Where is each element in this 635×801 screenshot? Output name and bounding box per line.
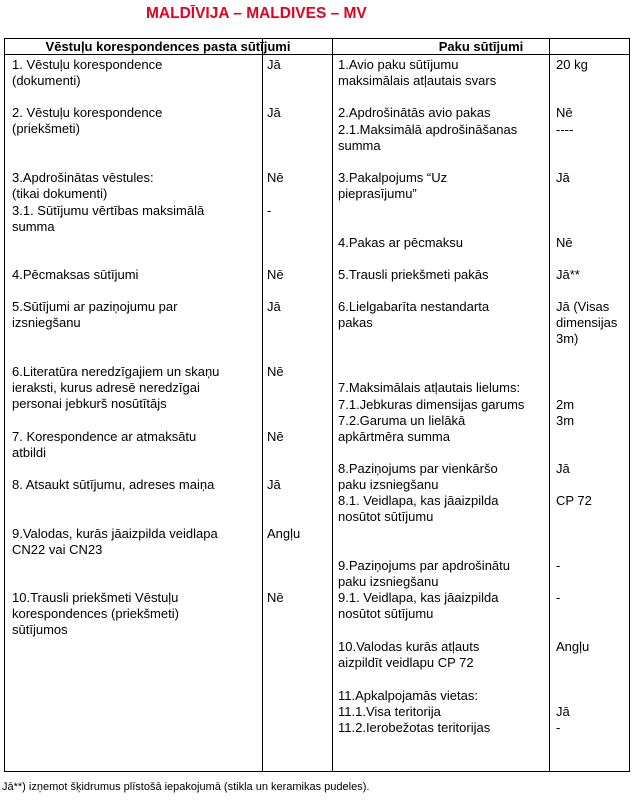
letter-item-label: 6.Literatūra neredzīgajiem un skaņu ieraksti, kurus adresē neredzīgai personai jebkurš nosūtītājs bbox=[12, 364, 220, 411]
letter-item-value: Nē bbox=[267, 429, 284, 444]
parcel-item-label: 2.Apdrošinātās avio pakas bbox=[338, 105, 491, 120]
letter-item-value: Angļu bbox=[267, 526, 301, 541]
parcel-item-label: 8.1. Veidlapa, kas jāaizpilda nosūtot sūtījumu bbox=[338, 493, 499, 524]
parcel-item-value: Jā bbox=[556, 704, 570, 719]
parcel-item-label: 1.Avio paku sūtījumu maksimālais atļautais svars bbox=[338, 57, 497, 88]
parcel-item-value: Jā bbox=[556, 170, 570, 185]
parcel-item-label: 8.Paziņojums par vienkāršo paku izsniegšanu bbox=[338, 461, 498, 492]
parcel-item-label: 7.Maksimālais atļautais lielums: bbox=[338, 380, 521, 395]
parcel-item-label: 9.Paziņojums par apdrošinātu paku izsniegšanu bbox=[338, 558, 510, 589]
letter-item-label: 3.1. Sūtījumu vērtības maksimālā summa bbox=[12, 203, 205, 234]
letter-item-label: 8. Atsaukt sūtījumu, adreses maiņa bbox=[12, 477, 215, 492]
parcel-item-value: CP 72 bbox=[556, 493, 592, 508]
parcel-item-value: Angļu bbox=[556, 639, 590, 654]
table-divider bbox=[262, 38, 263, 772]
letter-item-value: Nē bbox=[267, 590, 284, 605]
letter-item-value: Jā bbox=[267, 105, 281, 120]
parcel-item-label: 10.Valodas kurās atļauts aizpildīt veidlapu CP 72 bbox=[338, 639, 480, 670]
parcel-item-value: Jā** bbox=[556, 267, 580, 282]
parcel-item-value: Nē bbox=[556, 235, 573, 250]
letter-item-value: Jā bbox=[267, 299, 281, 314]
parcel-item-label: 7.1.Jebkuras dimensijas garums bbox=[338, 397, 525, 412]
letter-item-value: Jā bbox=[267, 57, 281, 72]
parcel-item-value: 2m bbox=[556, 397, 575, 412]
parcel-item-label: 3.Pakalpojums “Uz pieprasījumu” bbox=[338, 170, 448, 201]
parcel-item-label: 2.1.Maksimālā apdrošināšanas summa bbox=[338, 122, 518, 153]
header-letter-items: Vēstuļu korespondences pasta sūtījumi bbox=[45, 39, 291, 54]
parcel-item-label: 11.1.Visa teritorija bbox=[338, 704, 441, 719]
parcel-item-label: 9.1. Veidlapa, kas jāaizpilda nosūtot sūtījumu bbox=[338, 590, 499, 621]
parcel-item-value: Nē bbox=[556, 105, 573, 120]
letter-item-label: 5.Sūtījumi ar paziņojumu par izsniegšanu bbox=[12, 299, 178, 330]
letter-item-label: 10.Trausli priekšmeti Vēstuļu korespondences (priekšmeti) sūtījumos bbox=[12, 590, 179, 637]
parcel-item-label: 6.Lielgabarīta nestandarta pakas bbox=[338, 299, 490, 330]
letter-item-label: 4.Pēcmaksas sūtījumi bbox=[12, 267, 139, 282]
parcel-item-value: - bbox=[556, 590, 561, 605]
parcel-item-label: 11.Apkalpojamās vietas: bbox=[338, 688, 478, 703]
header-parcel-items: Paku sūtījumi bbox=[438, 39, 524, 54]
parcel-item-value: 3m bbox=[556, 413, 575, 428]
table-divider bbox=[549, 38, 550, 772]
parcel-item-value: Jā (Visas dimensijas 3m) bbox=[556, 299, 618, 346]
letter-item-value: Nē bbox=[267, 267, 284, 282]
letter-item-label: 2. Vēstuļu korespondence (priekšmeti) bbox=[12, 105, 163, 136]
parcel-item-value: - bbox=[556, 558, 561, 573]
letter-item-value: Jā bbox=[267, 477, 281, 492]
page-title: MALDĪVIJA – MALDIVES – MV bbox=[146, 5, 367, 22]
letter-item-label: 3.Apdrošinātas vēstules: (tikai dokumenti) bbox=[12, 170, 154, 201]
table-divider bbox=[332, 38, 333, 772]
letter-item-value: Nē bbox=[267, 170, 284, 185]
parcel-item-label: 5.Trausli priekšmeti pakās bbox=[338, 267, 489, 282]
letter-item-value: Nē bbox=[267, 364, 284, 379]
parcel-item-value: ---- bbox=[556, 122, 574, 137]
letter-item-label: 9.Valodas, kurās jāaizpilda veidlapa CN22 vai CN23 bbox=[12, 526, 218, 557]
header-divider bbox=[4, 54, 630, 55]
letter-item-value: - bbox=[267, 203, 272, 218]
letter-item-label: 1. Vēstuļu korespondence (dokumenti) bbox=[12, 57, 163, 88]
footnote: Jā**) izņemot šķidrumus plīstošā iepakojumā (stikla un keramikas pudeles). bbox=[2, 781, 370, 793]
letter-item-label: 7. Korespondence ar atmaksātu atbildi bbox=[12, 429, 197, 460]
parcel-item-label: 4.Pakas ar pēcmaksu bbox=[338, 235, 464, 250]
parcel-item-value: 20 kg bbox=[556, 57, 588, 72]
parcel-item-value: Jā bbox=[556, 461, 570, 476]
parcel-item-label: 7.2.Garuma un lielākā apkārtmēra summa bbox=[338, 413, 466, 444]
parcel-item-value: - bbox=[556, 720, 561, 735]
parcel-item-label: 11.2.Ierobežotas teritorijas bbox=[338, 720, 491, 735]
